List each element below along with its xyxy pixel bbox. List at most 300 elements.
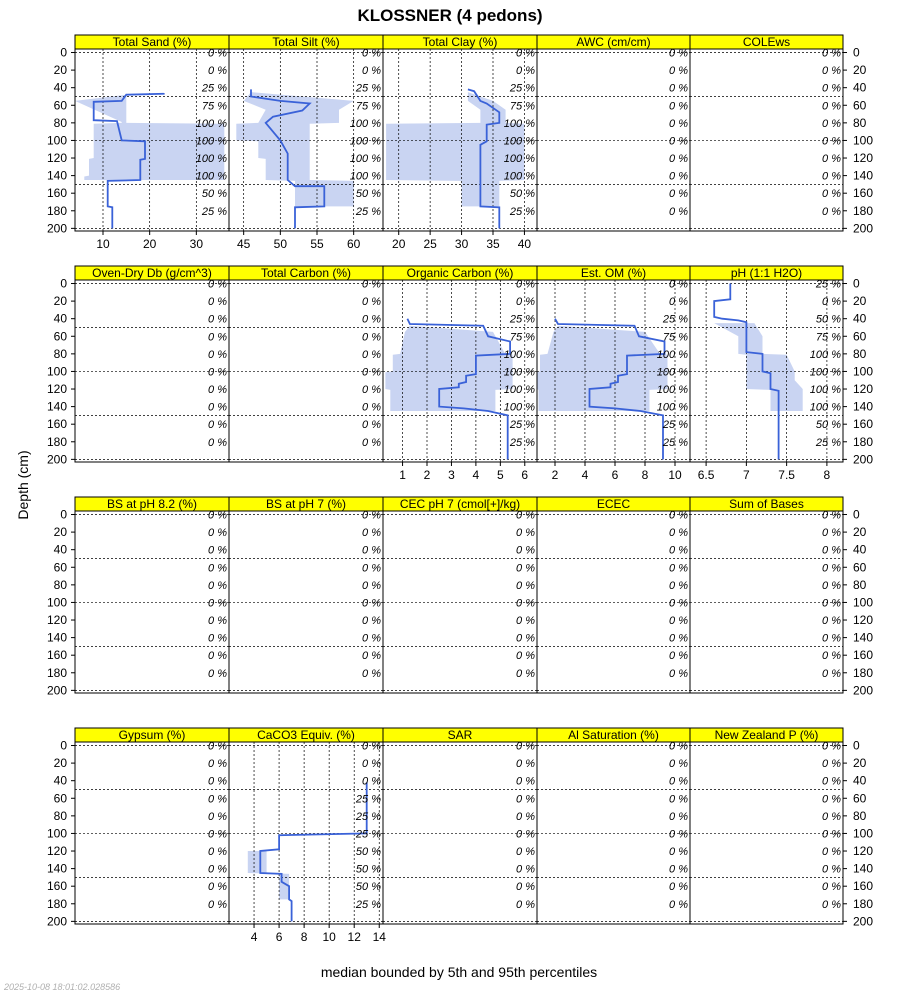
pct-label: 0 % bbox=[669, 810, 688, 823]
pct-label: 25 % bbox=[509, 436, 535, 449]
x-tick-label: 3 bbox=[448, 468, 455, 482]
pct-label: 0 % bbox=[362, 615, 381, 628]
pct-label: 0 % bbox=[516, 828, 535, 841]
panel-total-sand bbox=[47, 35, 229, 251]
pct-label: 0 % bbox=[669, 863, 688, 876]
pct-label: 0 % bbox=[208, 366, 227, 379]
pct-label: 0 % bbox=[822, 667, 841, 680]
depth-tick-label: 0 bbox=[60, 738, 67, 753]
depth-tick-label: 60 bbox=[853, 791, 867, 806]
pct-label: 0 % bbox=[516, 296, 535, 309]
pct-label: 0 % bbox=[822, 65, 841, 78]
pct-label: 0 % bbox=[516, 740, 535, 753]
depth-tick-label: 120 bbox=[853, 151, 874, 166]
pct-label: 0 % bbox=[822, 828, 841, 841]
depth-tick-label: 200 bbox=[853, 221, 874, 236]
pct-label: 0 % bbox=[362, 401, 381, 414]
pct-label: 0 % bbox=[516, 562, 535, 575]
depth-tick-label: 140 bbox=[853, 168, 874, 183]
depth-tick-label: 100 bbox=[853, 133, 874, 148]
panel-strip-label: BS at pH 7 (%) bbox=[265, 497, 347, 511]
pct-label: 0 % bbox=[362, 419, 381, 432]
pct-label: 25 % bbox=[509, 313, 535, 326]
pct-label: 0 % bbox=[516, 775, 535, 788]
depth-tick-label: 160 bbox=[46, 186, 67, 201]
pct-label: 0 % bbox=[208, 313, 227, 326]
pct-label: 0 % bbox=[362, 544, 381, 557]
depth-tick-label: 20 bbox=[53, 63, 67, 78]
pct-label: 0 % bbox=[669, 544, 688, 557]
panel-gypsum bbox=[47, 728, 229, 928]
pct-label: 75 % bbox=[509, 100, 535, 113]
depth-tick-label: 80 bbox=[853, 115, 867, 130]
pct-label: 0 % bbox=[362, 562, 381, 575]
pct-label: 0 % bbox=[669, 278, 688, 291]
pct-label: 100 % bbox=[195, 135, 227, 148]
x-tick-label: 50 bbox=[273, 237, 288, 251]
depth-tick-label: 40 bbox=[853, 311, 867, 326]
pct-label: 0 % bbox=[362, 509, 381, 522]
panel-strip-label: Total Clay (%) bbox=[422, 35, 498, 49]
pct-label: 0 % bbox=[669, 562, 688, 575]
pct-label: 100 % bbox=[503, 135, 535, 148]
x-tick-label: 6 bbox=[275, 930, 283, 944]
pct-label: 0 % bbox=[208, 527, 227, 540]
x-tick-label: 10 bbox=[96, 237, 110, 251]
pct-label: 0 % bbox=[208, 846, 227, 859]
pct-label: 0 % bbox=[822, 153, 841, 166]
panel-bs-at-ph-7 bbox=[229, 497, 383, 693]
pct-label: 0 % bbox=[516, 650, 535, 663]
panel-strip-label: ECEC bbox=[596, 497, 631, 511]
pct-label: 0 % bbox=[669, 205, 688, 218]
panel-frame bbox=[229, 280, 383, 462]
pct-label: 25 % bbox=[662, 419, 688, 432]
pct-label: 0 % bbox=[208, 898, 227, 911]
panel-strip-label: COLEws bbox=[742, 35, 791, 49]
pct-label: 0 % bbox=[516, 632, 535, 645]
panel-al-saturation bbox=[537, 728, 690, 924]
depth-tick-label: 0 bbox=[60, 45, 67, 60]
depth-tick-label: 20 bbox=[53, 525, 67, 540]
depth-tick-label: 120 bbox=[853, 382, 874, 397]
depth-tick-label: 0 bbox=[853, 507, 860, 522]
panel-strip-label: Total Silt (%) bbox=[272, 35, 340, 49]
pct-label: 0 % bbox=[208, 384, 227, 397]
pct-label: 100 % bbox=[195, 170, 227, 183]
pct-label: 0 % bbox=[516, 881, 535, 894]
pct-label: 0 % bbox=[669, 65, 688, 78]
pct-label: 50 % bbox=[355, 863, 381, 876]
depth-tick-label: 180 bbox=[853, 665, 874, 680]
x-tick-label: 1 bbox=[399, 468, 406, 482]
pct-label: 0 % bbox=[669, 153, 688, 166]
pct-label: 0 % bbox=[669, 615, 688, 628]
depth-tick-label: 40 bbox=[853, 542, 867, 557]
depth-tick-label: 0 bbox=[853, 45, 860, 60]
panel-strip-label: Al Saturation (%) bbox=[568, 728, 659, 742]
pct-label: 100 % bbox=[503, 170, 535, 183]
median-line bbox=[260, 782, 366, 921]
depth-tick-label: 140 bbox=[46, 861, 67, 876]
pct-label: 0 % bbox=[822, 881, 841, 894]
panel-strip-label: Sum of Bases bbox=[729, 497, 804, 511]
pct-label: 100 % bbox=[809, 366, 841, 379]
pct-label: 0 % bbox=[208, 740, 227, 753]
pct-label: 50 % bbox=[815, 313, 841, 326]
pct-label: 0 % bbox=[669, 135, 688, 148]
panel-ecec bbox=[537, 497, 690, 693]
pct-label: 25 % bbox=[509, 82, 535, 95]
depth-tick-label: 120 bbox=[853, 613, 874, 628]
depth-tick-label: 60 bbox=[53, 560, 67, 575]
x-tick-label: 20 bbox=[142, 237, 157, 251]
pct-label: 0 % bbox=[208, 436, 227, 449]
x-tick-label: 6 bbox=[611, 468, 619, 482]
pct-label: 25 % bbox=[815, 436, 841, 449]
depth-tick-label: 160 bbox=[46, 648, 67, 663]
depth-tick-label: 120 bbox=[46, 613, 67, 628]
depth-tick-label: 20 bbox=[853, 294, 867, 309]
pct-label: 0 % bbox=[362, 313, 381, 326]
panel-cec-ph-7-cmol-kg bbox=[383, 497, 537, 693]
depth-tick-label: 120 bbox=[46, 382, 67, 397]
panel-awc-cm-cm bbox=[537, 35, 690, 231]
pct-label: 0 % bbox=[208, 632, 227, 645]
depth-tick-label: 60 bbox=[53, 329, 67, 344]
depth-tick-label: 40 bbox=[53, 311, 67, 326]
percentile-band bbox=[236, 92, 353, 206]
pct-label: 0 % bbox=[669, 793, 688, 806]
pct-label: 0 % bbox=[208, 775, 227, 788]
x-tick-label: 7 bbox=[743, 468, 750, 482]
depth-tick-label: 40 bbox=[853, 80, 867, 95]
panel-strip-label: SAR bbox=[447, 728, 473, 742]
depth-tick-label: 160 bbox=[853, 186, 874, 201]
pct-label: 0 % bbox=[669, 881, 688, 894]
x-tick-label: 10 bbox=[322, 930, 336, 944]
pct-label: 0 % bbox=[516, 898, 535, 911]
pct-label: 100 % bbox=[503, 384, 535, 397]
pct-label: 50 % bbox=[815, 419, 841, 432]
pct-label: 0 % bbox=[362, 632, 381, 645]
pct-label: 0 % bbox=[669, 775, 688, 788]
panel-frame bbox=[537, 49, 690, 231]
pct-label: 0 % bbox=[362, 667, 381, 680]
depth-tick-label: 140 bbox=[46, 630, 67, 645]
depth-tick-label: 200 bbox=[853, 914, 874, 929]
pct-label: 0 % bbox=[208, 544, 227, 557]
pct-label: 100 % bbox=[195, 117, 227, 130]
panel-frame bbox=[690, 511, 843, 693]
panel-strip-label: CEC pH 7 (cmol[+]/kg) bbox=[399, 497, 521, 511]
pct-label: 0 % bbox=[669, 296, 688, 309]
x-tick-label: 6.5 bbox=[697, 468, 715, 482]
pct-label: 0 % bbox=[362, 527, 381, 540]
timestamp-label: 2025-10-08 18:01:02.028586 bbox=[4, 982, 121, 992]
depth-tick-label: 40 bbox=[853, 773, 867, 788]
pct-label: 0 % bbox=[669, 632, 688, 645]
percentile-band bbox=[714, 323, 803, 411]
pct-label: 0 % bbox=[822, 188, 841, 201]
depth-tick-label: 100 bbox=[853, 364, 874, 379]
depth-tick-label: 80 bbox=[53, 808, 67, 823]
pct-label: 100 % bbox=[349, 153, 381, 166]
pct-label: 50 % bbox=[509, 188, 535, 201]
depth-tick-label: 20 bbox=[853, 63, 867, 78]
depth-tick-label: 0 bbox=[60, 276, 67, 291]
panel-frame bbox=[229, 511, 383, 693]
pct-label: 0 % bbox=[362, 775, 381, 788]
depth-tick-label: 120 bbox=[46, 844, 67, 859]
pct-label: 50 % bbox=[355, 846, 381, 859]
panel-strip-label: AWC (cm/cm) bbox=[576, 35, 651, 49]
pct-label: 25 % bbox=[201, 205, 227, 218]
panel-strip-label: Organic Carbon (%) bbox=[406, 266, 514, 280]
depth-tick-label: 60 bbox=[853, 329, 867, 344]
pct-label: 0 % bbox=[208, 278, 227, 291]
pct-label: 0 % bbox=[822, 863, 841, 876]
depth-tick-label: 180 bbox=[46, 434, 67, 449]
pct-label: 100 % bbox=[503, 117, 535, 130]
pct-label: 0 % bbox=[822, 509, 841, 522]
panel-strip-label: Gypsum (%) bbox=[118, 728, 186, 742]
depth-tick-label: 140 bbox=[46, 399, 67, 414]
panel-sum-of-bases bbox=[690, 497, 873, 697]
pct-label: 0 % bbox=[208, 65, 227, 78]
pct-label: 0 % bbox=[516, 509, 535, 522]
x-tick-label: 55 bbox=[310, 237, 324, 251]
pct-label: 0 % bbox=[669, 47, 688, 60]
panel-frame bbox=[383, 742, 537, 924]
x-tick-label: 4 bbox=[472, 468, 480, 482]
chart-title: KLOSSNER (4 pedons) bbox=[357, 6, 543, 25]
pct-label: 0 % bbox=[822, 758, 841, 771]
pct-label: 0 % bbox=[362, 348, 381, 361]
pct-label: 25 % bbox=[201, 82, 227, 95]
pct-label: 0 % bbox=[516, 597, 535, 610]
pct-label: 25 % bbox=[355, 828, 381, 841]
x-tick-label: 8 bbox=[823, 468, 831, 482]
pct-label: 0 % bbox=[822, 846, 841, 859]
pct-label: 100 % bbox=[195, 153, 227, 166]
panel-frame bbox=[537, 511, 690, 693]
x-tick-label: 7.5 bbox=[778, 468, 795, 482]
pct-label: 0 % bbox=[516, 863, 535, 876]
pct-label: 0 % bbox=[362, 65, 381, 78]
x-tick-label: 40 bbox=[517, 237, 532, 251]
pct-label: 0 % bbox=[822, 810, 841, 823]
pct-label: 0 % bbox=[669, 828, 688, 841]
pct-label: 0 % bbox=[516, 667, 535, 680]
pct-label: 0 % bbox=[362, 278, 381, 291]
depth-tick-label: 40 bbox=[53, 80, 67, 95]
pct-label: 25 % bbox=[355, 82, 381, 95]
x-tick-label: 20 bbox=[392, 237, 406, 251]
x-tick-label: 45 bbox=[236, 237, 251, 251]
pct-label: 100 % bbox=[503, 401, 535, 414]
depth-tick-label: 200 bbox=[853, 683, 874, 698]
depth-tick-label: 180 bbox=[46, 203, 67, 218]
depth-tick-label: 80 bbox=[853, 346, 867, 361]
pct-label: 0 % bbox=[822, 117, 841, 130]
depth-tick-label: 100 bbox=[853, 826, 874, 841]
pct-label: 0 % bbox=[822, 775, 841, 788]
depth-tick-label: 60 bbox=[853, 560, 867, 575]
depth-tick-label: 200 bbox=[46, 452, 67, 467]
pct-label: 0 % bbox=[208, 650, 227, 663]
pct-label: 0 % bbox=[822, 205, 841, 218]
depth-tick-label: 180 bbox=[46, 896, 67, 911]
pct-label: 0 % bbox=[516, 65, 535, 78]
depth-tick-label: 200 bbox=[46, 221, 67, 236]
pct-label: 0 % bbox=[822, 898, 841, 911]
depth-tick-label: 20 bbox=[53, 756, 67, 771]
pct-label: 0 % bbox=[669, 579, 688, 592]
panel-frame bbox=[75, 511, 229, 693]
panel-colews bbox=[690, 35, 873, 235]
pct-label: 0 % bbox=[208, 579, 227, 592]
x-tick-label: 30 bbox=[189, 237, 204, 251]
pct-label: 0 % bbox=[822, 544, 841, 557]
x-tick-label: 8 bbox=[300, 930, 308, 944]
pct-label: 0 % bbox=[822, 632, 841, 645]
pct-label: 0 % bbox=[208, 615, 227, 628]
panel-caco3-equiv bbox=[229, 728, 386, 944]
depth-tick-label: 140 bbox=[853, 399, 874, 414]
pct-label: 25 % bbox=[355, 793, 381, 806]
panel-organic-carbon bbox=[383, 266, 537, 482]
panel-frame bbox=[383, 511, 537, 693]
depth-tick-label: 160 bbox=[853, 648, 874, 663]
pct-label: 100 % bbox=[349, 135, 381, 148]
depth-tick-label: 140 bbox=[853, 630, 874, 645]
percentile-band bbox=[386, 92, 524, 206]
pct-label: 0 % bbox=[669, 758, 688, 771]
pct-label: 0 % bbox=[822, 793, 841, 806]
depth-tick-label: 60 bbox=[53, 791, 67, 806]
depth-tick-label: 160 bbox=[46, 879, 67, 894]
depth-tick-label: 200 bbox=[46, 914, 67, 929]
pct-label: 100 % bbox=[349, 170, 381, 183]
panel-strip-label: Oven-Dry Db (g/cm^3) bbox=[92, 266, 212, 280]
panel-sar bbox=[383, 728, 537, 924]
pct-label: 0 % bbox=[822, 82, 841, 95]
pct-label: 0 % bbox=[822, 579, 841, 592]
depth-tick-label: 100 bbox=[46, 364, 67, 379]
x-tick-label: 2 bbox=[423, 468, 431, 482]
depth-tick-label: 140 bbox=[46, 168, 67, 183]
panel-strip-label: Total Carbon (%) bbox=[260, 266, 352, 280]
pct-label: 0 % bbox=[822, 135, 841, 148]
depth-tick-label: 160 bbox=[46, 417, 67, 432]
pct-label: 75 % bbox=[201, 100, 227, 113]
pct-label: 0 % bbox=[669, 740, 688, 753]
pct-label: 25 % bbox=[355, 205, 381, 218]
depth-tick-label: 120 bbox=[46, 151, 67, 166]
panel-frame bbox=[537, 742, 690, 924]
pct-label: 0 % bbox=[362, 436, 381, 449]
depth-tick-label: 80 bbox=[53, 346, 67, 361]
depth-tick-label: 40 bbox=[53, 542, 67, 557]
pct-label: 0 % bbox=[516, 278, 535, 291]
depth-tick-label: 80 bbox=[853, 808, 867, 823]
x-tick-label: 5 bbox=[496, 468, 504, 482]
panel-grid bbox=[47, 35, 873, 944]
pct-label: 0 % bbox=[669, 650, 688, 663]
pct-label: 0 % bbox=[516, 544, 535, 557]
pct-label: 0 % bbox=[669, 170, 688, 183]
pct-label: 0 % bbox=[516, 527, 535, 540]
pct-label: 75 % bbox=[662, 331, 688, 344]
pct-label: 25 % bbox=[509, 205, 535, 218]
depth-tick-label: 180 bbox=[46, 665, 67, 680]
pct-label: 0 % bbox=[669, 188, 688, 201]
depth-tick-label: 20 bbox=[53, 294, 67, 309]
pct-label: 0 % bbox=[208, 509, 227, 522]
x-tick-label: 10 bbox=[668, 468, 682, 482]
pct-label: 0 % bbox=[669, 117, 688, 130]
pct-label: 0 % bbox=[516, 47, 535, 60]
depth-tick-label: 100 bbox=[46, 133, 67, 148]
x-tick-label: 30 bbox=[454, 237, 469, 251]
pct-label: 0 % bbox=[208, 562, 227, 575]
pct-label: 100 % bbox=[656, 348, 688, 361]
pct-label: 0 % bbox=[669, 667, 688, 680]
panel-frame bbox=[75, 742, 229, 924]
pct-label: 25 % bbox=[815, 278, 841, 291]
x-tick-label: 25 bbox=[423, 237, 437, 251]
panel-strip-label: Est. OM (%) bbox=[580, 266, 647, 280]
panel-est-om bbox=[537, 266, 690, 482]
depth-tick-label: 200 bbox=[46, 683, 67, 698]
pct-label: 0 % bbox=[362, 758, 381, 771]
panel-strip-label: New Zealand P (%) bbox=[714, 728, 819, 742]
pct-label: 25 % bbox=[355, 810, 381, 823]
x-tick-label: 6 bbox=[521, 468, 529, 482]
depth-tick-label: 120 bbox=[853, 844, 874, 859]
pct-label: 0 % bbox=[362, 597, 381, 610]
footer-caption: median bounded by 5th and 95th percentiles bbox=[320, 964, 598, 980]
pct-label: 25 % bbox=[509, 419, 535, 432]
x-tick-label: 2 bbox=[551, 468, 559, 482]
depth-tick-label: 140 bbox=[853, 861, 874, 876]
pct-label: 0 % bbox=[208, 597, 227, 610]
panel-total-carbon bbox=[229, 266, 383, 462]
pct-label: 100 % bbox=[809, 401, 841, 414]
pct-label: 0 % bbox=[516, 810, 535, 823]
pct-label: 100 % bbox=[656, 384, 688, 397]
pct-label: 0 % bbox=[208, 419, 227, 432]
pct-label: 0 % bbox=[362, 650, 381, 663]
pct-label: 0 % bbox=[208, 810, 227, 823]
pct-label: 100 % bbox=[656, 401, 688, 414]
pct-label: 0 % bbox=[208, 296, 227, 309]
pct-label: 0 % bbox=[362, 331, 381, 344]
pct-label: 0 % bbox=[822, 100, 841, 113]
depth-tick-label: 100 bbox=[853, 595, 874, 610]
pct-label: 0 % bbox=[208, 881, 227, 894]
pct-label: 0 % bbox=[822, 562, 841, 575]
pct-label: 0 % bbox=[362, 47, 381, 60]
depth-tick-label: 180 bbox=[853, 434, 874, 449]
depth-tick-label: 60 bbox=[53, 98, 67, 113]
x-tick-label: 8 bbox=[641, 468, 649, 482]
pct-label: 100 % bbox=[503, 366, 535, 379]
pct-label: 0 % bbox=[822, 650, 841, 663]
pct-label: 0 % bbox=[208, 828, 227, 841]
pct-label: 75 % bbox=[815, 331, 841, 344]
